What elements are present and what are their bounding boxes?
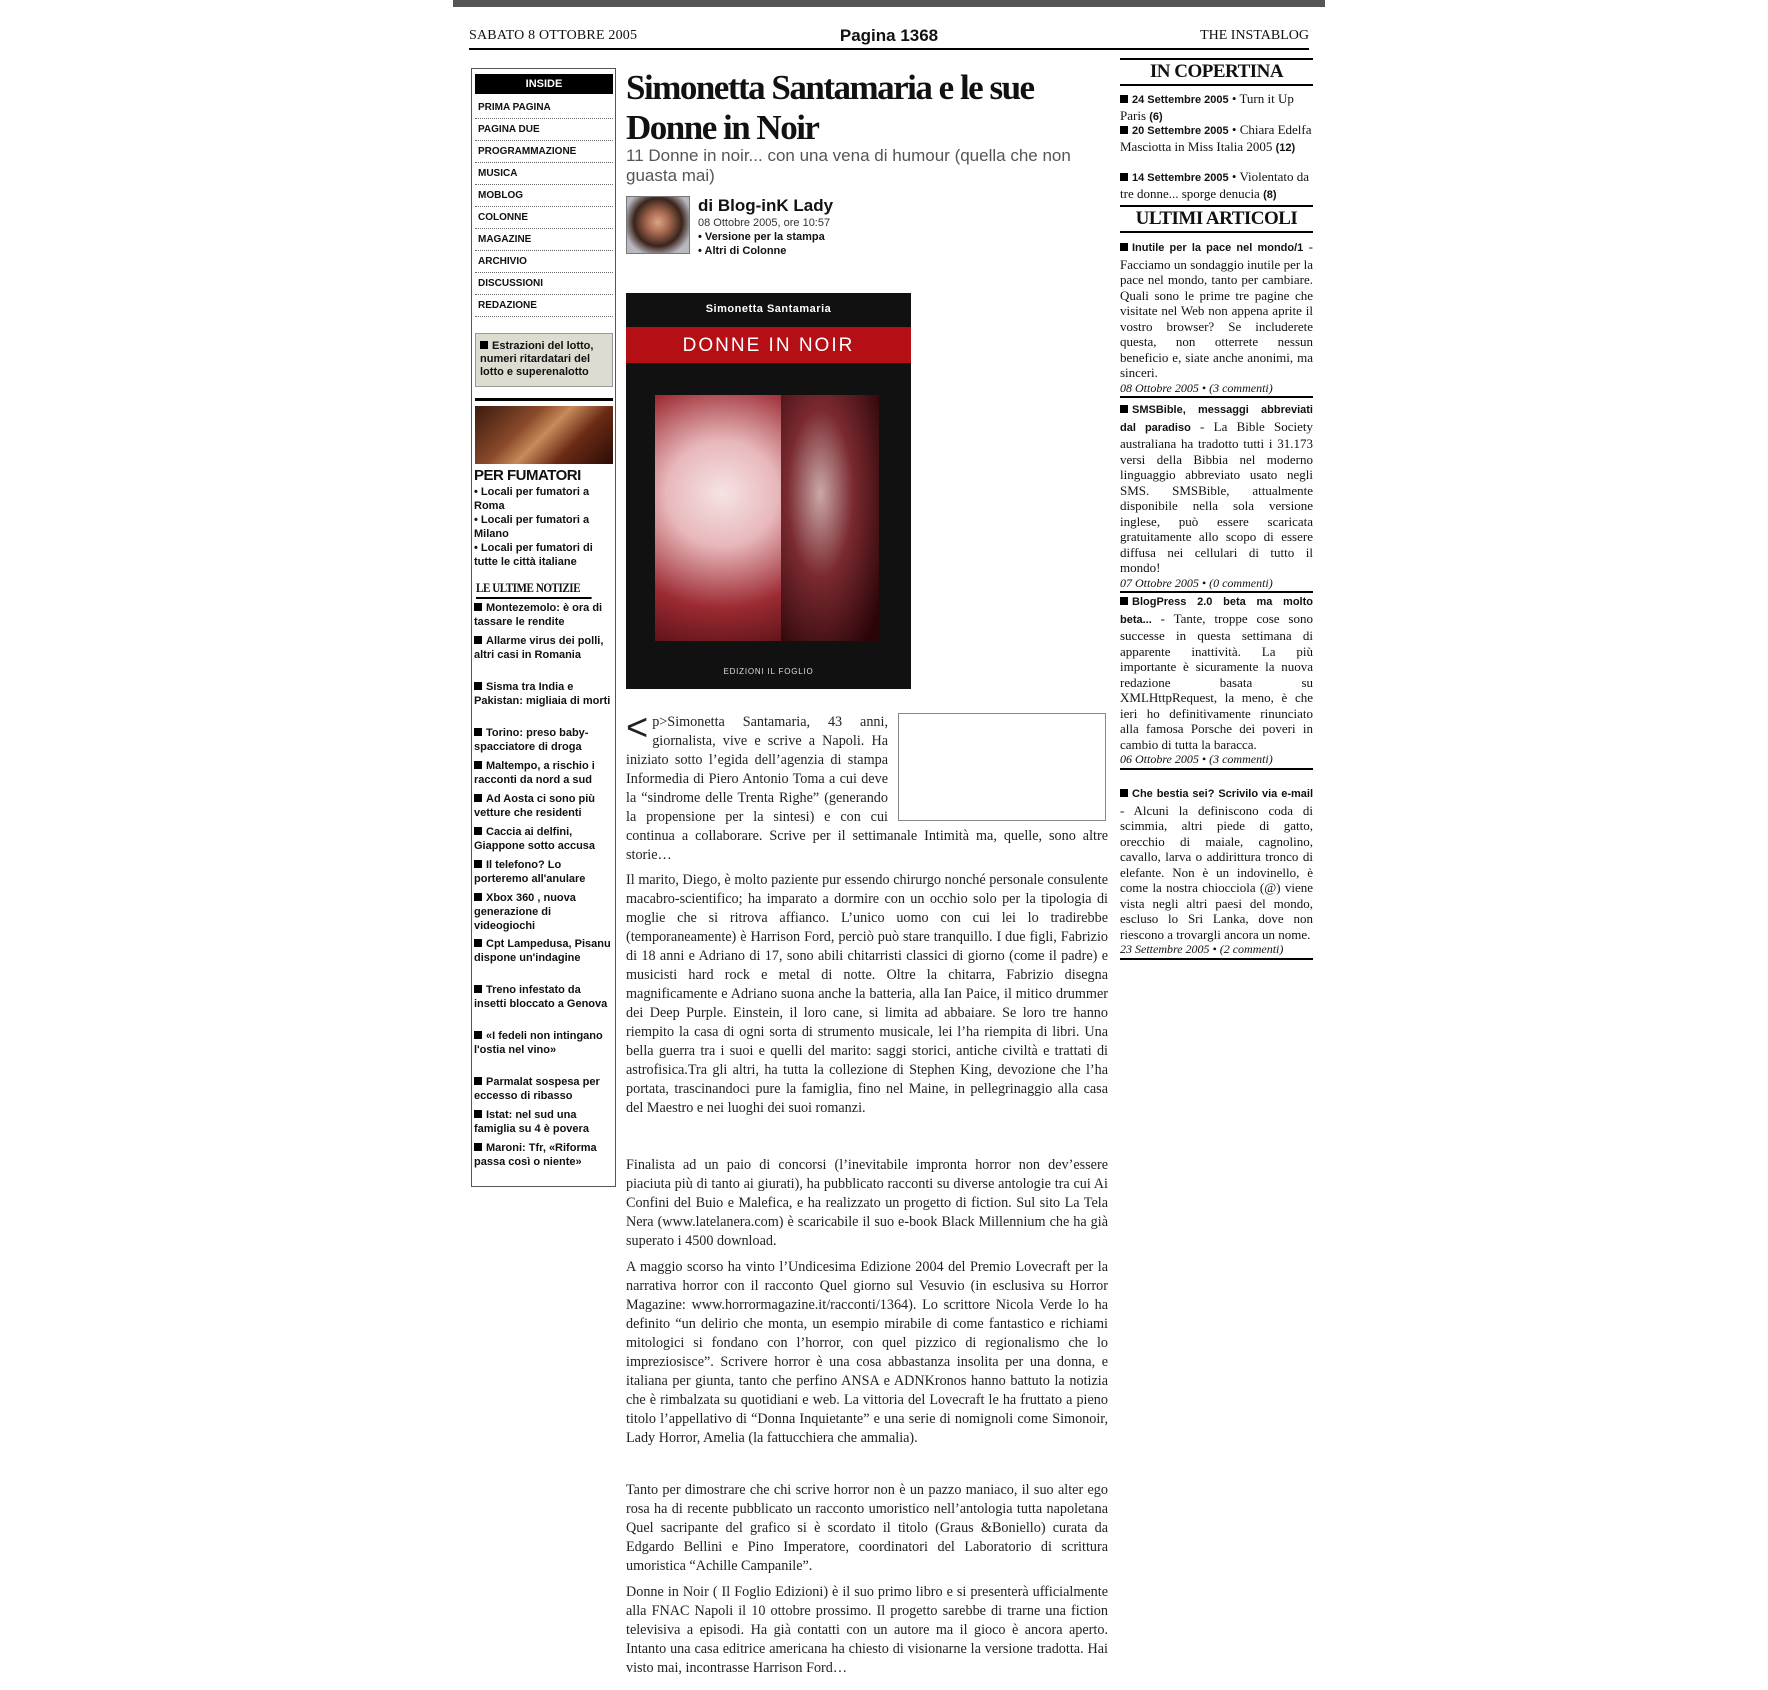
news-link[interactable]: Caccia ai delfini, Giappone sotto accusa [474,826,596,852]
ultime-notizie-title: LE ULTIME NOTIZIE [476,580,592,599]
nav-programmazione[interactable]: PROGRAMMAZIONE [475,141,613,163]
bullet-icon [1120,405,1128,413]
fumatori-link-roma[interactable]: • Locali per fumatori a Roma [474,486,590,512]
bullet-icon [1120,243,1128,251]
news-link[interactable]: Cpt Lampedusa, Pisanu dispone un'indagine [474,938,611,964]
author-name[interactable]: di Blog-inK Lady [698,196,834,215]
copertina-item[interactable]: 24 Settembre 2005 • Turn it Up Paris (6) [1120,91,1294,123]
bullet-icon [474,636,482,644]
bullet-icon [1120,789,1128,797]
news-link[interactable]: Maltempo, a rischio i racconti da nord a sud [474,760,595,786]
bullet-icon [474,1143,482,1151]
news-link[interactable]: Treno infestato da insetti bloccato a Genova [474,984,608,1010]
author-avatar [626,196,690,254]
cover-artwork-dark [781,395,879,641]
inside-title: INSIDE [475,74,613,94]
fumatori-link-milano[interactable]: • Locali per fumatori a Milano [474,514,590,540]
nav-colonne[interactable]: COLONNE [475,207,613,229]
copertina-link[interactable]: Violentato da tre donne... sporge denucia [1120,169,1310,201]
nav-discussioni[interactable]: DISCUSSIONI [475,273,613,295]
news-item[interactable] [474,1075,614,1103]
copertina-item[interactable]: 20 Settembre 2005 • Chiara Edelfa Masciotta in Miss Italia 2005 (12) [1120,122,1312,154]
bullet-icon [1120,597,1128,605]
news-item[interactable] [474,1108,614,1136]
article-headline: Simonetta Santamaria e le sue Donne in Noir [626,68,1034,147]
comment-count: (6) [1149,111,1163,123]
news-link[interactable]: Sisma tra India e Pakistan: migliaia di morti [474,681,611,707]
bullet-icon [474,827,482,835]
masthead [469,28,1309,50]
sidebar-article[interactable] [1120,785,1313,960]
copertina-date: 20 Settembre 2005 [1132,125,1229,137]
article-subtitle: 11 Donne in noir... con una vena di humour (quella che non guasta mai) [626,146,1071,185]
sidebar-article[interactable] [1120,401,1313,593]
news-link[interactable]: Parmalat sospesa per eccesso di ribasso [474,1076,600,1102]
article-paragraph: Il marito, Diego, è molto paziente pur essendo chirurgo nonché personale consulente macabro-scientifico; ha imparato a dormire con un occhio solo per la tipologia di moglie che si ritrova affianco. L’unico uomo con cui lei lo tradirebbe (temporaneamente) è Harrison Ford, perciò può stare tranquillo. I due figli, Fabrizio di 18 anni e Adriano di 17, sono abili chitarristi classici di giorno (come il padre) e musicisti hard rock e metal di notte. Oltre la chitarra, Fabrizio disegna magnificamente e Adriano suona anche la batteria, alla Ian Paice, il mitico drummer dei Deep Purple. Einstein, il loro cane, si limita ad abbaiare. Se loro tre hanno riempito la casa di ogni sorta di strumento musicale, lei l’ha riempita di libri. Una bella guerra tra i suoi e quelli del marito: saggi storici, antiche civiltà e trattati di astrofisica.Tra gli altri, ha tutta la collezione di Stephen King, devozione che l’ha portata, trascinandoci pure la famiglia, fino nel Maine, in pellegrinaggio alla casa del Maestro e nei luoghi dei suoi romanzi. [626,872,1108,1116]
news-item[interactable] [474,891,614,933]
paragraph-text: p>Simonetta Santamaria, 43 anni, giornalista, vive e scrive a Napoli. Ha iniziato sotto l’egida dell’agenzia di stampa Informedia di Piero Antonio Toma a cui deve la “sindrome delle Trenta Righe” (generando la propensione per la sintesi) e con cui continua a collaborare. Scrive per il settimanale Intimità ma, quelle, sono altre storie… [626,714,1108,863]
other-articles-link[interactable]: • Altri di Colonne [698,245,787,257]
news-item[interactable] [474,937,614,965]
bullet-icon [474,985,482,993]
news-item[interactable] [474,825,614,853]
news-link[interactable]: Istat: nel sud una famiglia su 4 è povera [474,1109,589,1135]
divider [475,398,613,401]
news-item[interactable] [474,1141,614,1169]
sidebar-article-text: - La Bible Society australiana ha tradotto tutti i 31.173 versi della Bibbia nel moderno linguaggio abbreviato usato negli SMS. SMSBible, attualmente disponibile nella sola versione inglese, può essere scaricata gratuitamente allo scopo di essere diffusa nei cellulari di tutto il mondo! [1120,418,1313,575]
print-link[interactable]: • Versione per la stampa [698,231,825,243]
nav-moblog[interactable]: MOBLOG [475,185,613,207]
sidebar-article-text: - Tante, troppe cose sono successe in questa settimana di apparente inattività. La più importante è sicuramente la nuova redazione basata su XMLHttpRequest, la meno, è che ieri ho definitivamente rinunciato alla famosa Porsche dei poveri in cambio di tutta la baracca. [1120,610,1313,752]
news-link[interactable]: «I fedeli non intingano l'ostia nel vino» [474,1030,603,1056]
bullet-icon [474,603,482,611]
article-paragraph: A maggio scorso ha vinto l’Undicesima Edizione 2004 del Premio Lovecraft per la narrativa horror con il racconto Quel giorno sul Vesuvio (in esclusiva su Horror Magazine: www.horrormagazine.it/racconti/1364). Lo scrittore Nicola Verde lo ha definito “un delirio che monta, un esempio mirabile di come fantastico e richiami mitologici si fondano con l’horror, con quel pizzico di regionalismo che lo impreziosisce”. Scrivere horror è una cosa abbastanza insolita per una donna, e italiana per giunta, tanto che perfino ANSA e ADNKronos hanno battuto la notizia che è rimbalzata su quotidiani e web. La vittoria del Lovecraft le ha fruttato a pieno titolo l’appellativo di “Donna Inquietante” e una serie di nomignoli come Simonoir, Lady Horror, Amelia (la fattucchiera che ammalia). [626,1259,1108,1446]
comment-count: (8) [1263,189,1277,201]
copertina-link[interactable]: Chiara Edelfa Masciotta in Miss Italia 2005 [1120,122,1312,154]
bullet-icon [1120,126,1128,134]
news-item[interactable] [474,1029,614,1057]
news-item[interactable] [474,858,614,886]
news-item[interactable] [474,680,614,708]
news-link[interactable]: Allarme virus dei polli, altri casi in Romania [474,635,604,661]
article-paragraph: Tanto per dimostrare che chi scrive horror non è un pazzo maniaco, il suo alter ego rosa ha di recente pubblicato un racconto umoristico nell’antologia tutta napoletana Quel sacripante del grafico si è scordato il titolo (Graus &Boniello) curata da Edgardo Bellini e Pino Imperatore, coordinatori del Laboratorio di scrittura umoristica “Achille Campanile”. [626,1482,1108,1574]
cover-title: DONNE IN NOIR [682,335,855,356]
nav-pagina-due[interactable]: PAGINA DUE [475,119,613,141]
cover-publisher: EDIZIONI IL FOGLIO [723,667,814,676]
sidebar-article-title[interactable]: BlogPress 2.0 beta ma molto beta... [1120,596,1313,626]
article-paragraph [626,707,1108,865]
nav-musica[interactable]: MUSICA [475,163,613,185]
sidebar-article-footer[interactable]: 06 Ottobre 2005 • (3 commenti) [1120,752,1273,766]
bullet-icon [474,939,482,947]
news-item[interactable] [474,726,614,754]
bullet-icon [480,341,488,349]
article-datetime: 08 Ottobre 2005, ore 10:57 [698,217,831,229]
sidebar-article-text: - Alcuni la definiscono coda di scimmia, altri piede di gatto, orecchio di maiale, cagnolino, cavallo, larva o addirittura tronco di elefante. Non è un indovinello, è come la nostra chiocciola (@) viene vista negli altri paesi del mondo, escluso lo Sri Lanka, dove non riescono a trovargli ancora un nome. [1120,802,1313,942]
news-link[interactable]: Montezemolo: è ora di tassare le rendite [474,602,603,628]
ultimi-articoli-title: ULTIMI ARTICOLI [1120,205,1313,233]
news-link[interactable]: Il telefono? Lo porteremo all'anulare [474,859,586,885]
bullet-icon [474,860,482,868]
top-bar [453,0,1325,7]
bullet-icon [1120,173,1128,181]
bullet-icon [474,761,482,769]
page-number: Pagina 1368 [839,26,939,45]
copertina-item[interactable]: 14 Settembre 2005 • Violentato da tre donne... sporge denucia (8) [1120,169,1310,201]
fumatori-link-italia[interactable]: • Locali per fumatori di tutte le città italiane [474,542,593,568]
news-item[interactable] [474,759,614,787]
nav-redazione[interactable]: REDAZIONE [475,295,613,317]
ad-spacer [888,713,1108,821]
copertina-date: 24 Settembre 2005 [1132,94,1229,106]
lotto-link[interactable]: Estrazioni del lotto, numeri ritardatari del lotto e superenalotto [480,340,594,378]
sidebar-article-footer[interactable]: 08 Ottobre 2005 • (3 commenti) [1120,380,1273,395]
news-item[interactable] [474,792,614,820]
bullet-icon [474,1110,482,1118]
cover-author: Simonetta Santamaria [705,303,832,315]
masthead-brand[interactable]: THE INSTABLOG [1200,28,1309,43]
sidebar-article-title[interactable]: Inutile per la pace nel mondo/1 [1132,242,1304,254]
news-item[interactable] [474,983,614,1011]
fumatori-image[interactable] [475,406,613,464]
left-sidebar [471,68,616,1187]
sidebar-article-footer[interactable]: 07 Ottobre 2005 • (0 commenti) [1120,575,1273,590]
news-link[interactable]: Xbox 360 , nuova generazione di videogiochi [474,892,576,932]
bullet-icon [1120,95,1128,103]
masthead-date: SABATO 8 OTTOBRE 2005 [469,28,638,43]
nav-magazine[interactable]: MAGAZINE [475,229,613,251]
comment-count: (12) [1275,142,1296,154]
sidebar-article-text: - Facciamo un sondaggio inutile per la pace nel mondo, tanto per cambiare. Quali sono le prime tre pagine che visitate nel Web non appena aprite il vostro browser? Se includerete questa, non otterrete nessun beneficio e, siate anche anonimi, ma sinceri. [1120,239,1313,380]
bullet-icon [474,893,482,901]
lotto-box[interactable] [475,333,613,387]
bullet-icon [474,1077,482,1085]
article-paragraph: Finalista ad un paio di concorsi (l’inevitabile impronta horror non dev’essere piaciuta più di tanto ai giurati), ha pubblicato racconti su diverse antologie tra cui Ai Confini del Buio e Malefica, e ha realizzato un progetto di fiction. Sul sito La Tela Nera (www.latelanera.com) è scaricabile il suo e-book Black Millennium che ha già superato i 4500 download. [626,1157,1108,1249]
drop-cap: < [626,707,649,749]
sidebar-article[interactable] [1120,593,1313,770]
copertina-date: 14 Settembre 2005 [1132,172,1229,184]
sidebar-article-footer[interactable]: 23 Settembre 2005 • (2 commenti) [1120,942,1284,956]
bullet-icon [474,728,482,736]
byline [698,196,833,258]
sidebar-article-title[interactable]: Che bestia sei? Scrivilo via e-mail [1132,788,1313,800]
news-link[interactable]: Ad Aosta ci sono più vetture che residenti [474,793,595,819]
nav-archivio[interactable]: ARCHIVIO [475,251,613,273]
article-paragraph: Donne in Noir ( Il Foglio Edizioni) è il suo primo libro e si presenterà ufficialmente alla FNAC Napoli il 10 ottobre prossimo. Il progetto sarebbe di trarne una fiction televisiva a episodi. Ha già contatti con un autore ma il gioco è ancora aperto. Intanto una casa editrice americana ha chiesto di visionarne la versione tradotta. Hai visto mai, incontrasse Harrison Ford… [626,1584,1108,1676]
page [453,0,1325,1690]
nav-prima-pagina[interactable]: PRIMA PAGINA [475,97,613,119]
bullet-icon [474,1031,482,1039]
sidebar-article-title[interactable]: SMSBible, messaggi abbreviati dal paradiso [1120,404,1313,434]
news-link[interactable]: Torino: preso baby-spacciatore di droga [474,727,589,753]
news-item[interactable] [474,601,614,629]
copertina-title: IN COPERTINA [1120,58,1313,86]
bullet-icon [474,682,482,690]
book-cover-image [626,293,911,689]
news-item[interactable] [474,634,614,662]
bullet-icon [474,794,482,802]
news-link[interactable]: Maroni: Tfr, «Riforma passa così o niente» [474,1142,597,1168]
fumatori-title: PER FUMATORI [474,467,581,484]
copertina-link[interactable]: Turn it Up Paris [1120,91,1294,123]
sidebar-article[interactable] [1120,239,1313,398]
